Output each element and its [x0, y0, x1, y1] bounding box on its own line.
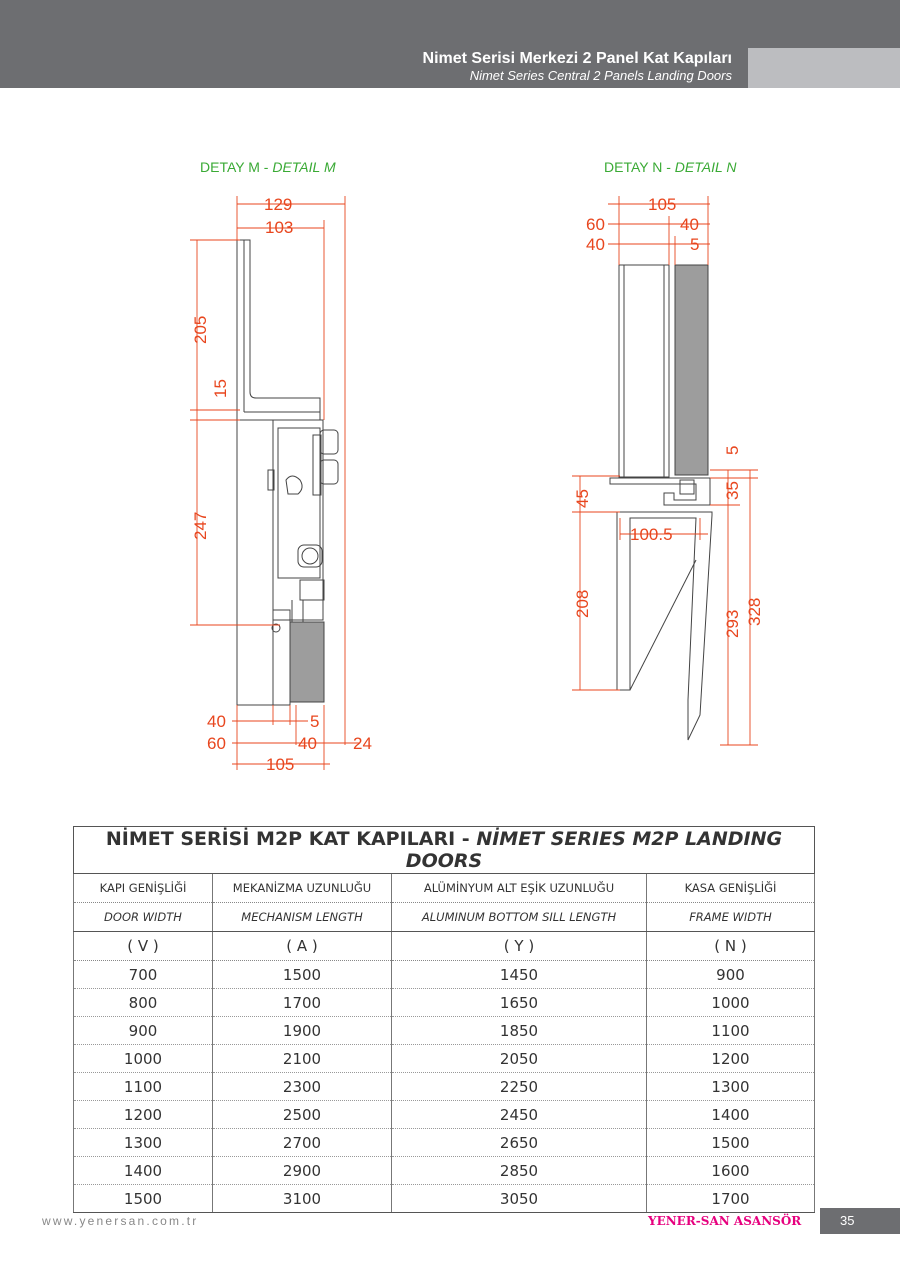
cell-sill-length: 1450: [392, 961, 647, 989]
table-row: [74, 1101, 815, 1129]
header-accent-bar: [748, 48, 900, 88]
cell-mechanism-length: 2500: [213, 1101, 392, 1129]
symbol-n: ( N ): [647, 932, 815, 961]
svg-text:247: 247: [191, 511, 210, 540]
header-sill-length-tr: ALÜMİNYUM ALT EŞİK UZUNLUĞU: [392, 874, 647, 903]
page-subtitle: Nimet Series Central 2 Panels Landing Doors: [469, 68, 732, 83]
header-door-width-tr: KAPI GENİŞLİĞİ: [74, 874, 213, 903]
cell-door-width: 1400: [74, 1157, 213, 1185]
cell-frame-width: 1700: [647, 1185, 815, 1213]
header-door-width-en: DOOR WIDTH: [74, 903, 213, 932]
cell-sill-length: 2450: [392, 1101, 647, 1129]
table-row: [74, 989, 815, 1017]
cell-mechanism-length: 1900: [213, 1017, 392, 1045]
cell-frame-width: 1300: [647, 1073, 815, 1101]
cell-door-width: 1500: [74, 1185, 213, 1213]
footer-brand: YENER-SAN ASANSÖR: [648, 1214, 802, 1228]
detail-n-label: DETAY N - DETAIL N: [604, 159, 737, 175]
symbol-v: ( V ): [74, 932, 213, 961]
cell-door-width: 1100: [74, 1073, 213, 1101]
svg-text:24: 24: [353, 734, 372, 753]
svg-text:105: 105: [266, 755, 295, 774]
svg-text:40: 40: [680, 215, 699, 234]
table-row: [74, 1157, 815, 1185]
cell-sill-length: 2250: [392, 1073, 647, 1101]
svg-text:5: 5: [310, 712, 320, 731]
detail-n-outline: [610, 265, 712, 740]
svg-text:35: 35: [723, 481, 742, 500]
header-frame-width-en: FRAME WIDTH: [647, 903, 815, 932]
cell-door-width: 1300: [74, 1129, 213, 1157]
table-row: [74, 1129, 815, 1157]
page-number: 35: [820, 1208, 900, 1234]
svg-text:40: 40: [207, 712, 226, 731]
cell-sill-length: 2850: [392, 1157, 647, 1185]
cell-door-width: 1000: [74, 1045, 213, 1073]
cell-door-width: 1200: [74, 1101, 213, 1129]
cell-mechanism-length: 2300: [213, 1073, 392, 1101]
table-row: [74, 961, 815, 989]
svg-text:293: 293: [723, 609, 742, 638]
cell-frame-width: 1600: [647, 1157, 815, 1185]
cell-mechanism-length: 2900: [213, 1157, 392, 1185]
table-row: [74, 1185, 815, 1213]
svg-text:40: 40: [586, 235, 605, 254]
cell-mechanism-length: 2700: [213, 1129, 392, 1157]
svg-text:60: 60: [586, 215, 605, 234]
cell-frame-width: 1000: [647, 989, 815, 1017]
cell-mechanism-length: 2100: [213, 1045, 392, 1073]
dimensions-table-wrapper: [73, 826, 815, 1213]
footer-website-link[interactable]: www.yenersan.com.tr: [42, 1214, 199, 1228]
svg-text:205: 205: [191, 315, 210, 344]
header-frame-width-tr: KASA GENİŞLİĞİ: [647, 874, 815, 903]
svg-text:105: 105: [648, 195, 677, 214]
cell-door-width: 700: [74, 961, 213, 989]
cell-sill-length: 1850: [392, 1017, 647, 1045]
detail-n-dimensions: [572, 195, 764, 745]
table-title: NİMET SERİSİ M2P KAT KAPILARI - NİMET SERIES M2P LANDING DOORS: [74, 827, 815, 874]
cell-frame-width: 1200: [647, 1045, 815, 1073]
cell-sill-length: 2050: [392, 1045, 647, 1073]
table-row: [74, 1073, 815, 1101]
cell-door-width: 900: [74, 1017, 213, 1045]
symbol-y: ( Y ): [392, 932, 647, 961]
cell-frame-width: 1100: [647, 1017, 815, 1045]
svg-text:208: 208: [573, 589, 592, 618]
cell-sill-length: 1650: [392, 989, 647, 1017]
cell-mechanism-length: 3100: [213, 1185, 392, 1213]
svg-text:60: 60: [207, 734, 226, 753]
technical-drawing: [0, 140, 900, 780]
table-row: [74, 1045, 815, 1073]
svg-text:5: 5: [723, 445, 742, 455]
cell-mechanism-length: 1500: [213, 961, 392, 989]
svg-text:103: 103: [265, 218, 294, 237]
detail-m-outline: [237, 240, 338, 705]
dimensions-table: [73, 826, 815, 1213]
cell-frame-width: 1500: [647, 1129, 815, 1157]
header-mechanism-length-tr: MEKANİZMA UZUNLUĞU: [213, 874, 392, 903]
cell-mechanism-length: 1700: [213, 989, 392, 1017]
symbol-a: ( A ): [213, 932, 392, 961]
svg-text:328: 328: [745, 597, 764, 626]
cell-frame-width: 900: [647, 961, 815, 989]
cell-sill-length: 2650: [392, 1129, 647, 1157]
header-mechanism-length-en: MECHANISM LENGTH: [213, 903, 392, 932]
cell-frame-width: 1400: [647, 1101, 815, 1129]
header-sill-length-en: ALUMINUM BOTTOM SILL LENGTH: [392, 903, 647, 932]
svg-text:5: 5: [690, 235, 700, 254]
svg-text:45: 45: [573, 489, 592, 508]
cell-door-width: 800: [74, 989, 213, 1017]
svg-text:129: 129: [264, 195, 293, 214]
svg-text:15: 15: [211, 379, 230, 398]
page-title: Nimet Serisi Merkezi 2 Panel Kat Kapıları: [422, 50, 732, 67]
detail-m-dimensions: [190, 195, 372, 774]
svg-text:40: 40: [298, 734, 317, 753]
cell-sill-length: 3050: [392, 1185, 647, 1213]
detail-m-label: DETAY M - DETAIL M: [200, 159, 336, 175]
svg-text:100.5: 100.5: [630, 525, 673, 544]
table-row: [74, 1017, 815, 1045]
